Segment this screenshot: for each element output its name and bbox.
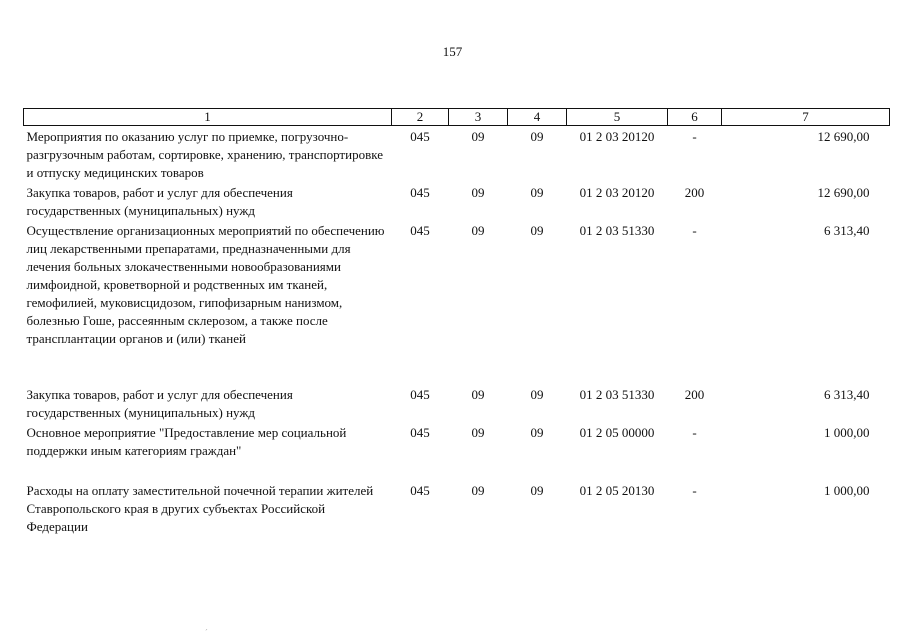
table-row: [24, 422, 890, 480]
row-description: Закупка товаров, работ и услуг для обеспечения государственных (муниципальных) нужд: [26, 387, 293, 420]
table-row: [24, 220, 890, 384]
row-code-section: 09: [471, 223, 485, 238]
row-description: Закупка товаров, работ и услуг для обеспечения государственных (муниципальных) нужд: [26, 185, 293, 218]
row-code-expense-type: -: [692, 483, 697, 498]
row-code-section: 09: [471, 425, 485, 440]
row-amount: 12 690,00: [817, 129, 870, 144]
row-description: Расходы на оплату заместительной почечной терапии жителей Ставропольского края в других субъектах Российской Федерации: [26, 483, 374, 534]
row-amount: 12 690,00: [817, 185, 870, 200]
row-code-expense-type: 200: [684, 185, 705, 200]
row-code-section: 09: [471, 129, 485, 144]
row-code-subsection: 09: [530, 129, 544, 144]
page-number: 157: [442, 44, 463, 59]
row-code-target: 01 2 05 20130: [579, 483, 655, 498]
row-amount: 6 313,40: [824, 387, 870, 402]
row-code-target: 01 2 03 51330: [579, 387, 655, 402]
row-code-expense-type: -: [692, 223, 697, 238]
row-code-subsection: 09: [530, 223, 544, 238]
row-code-section: 09: [471, 483, 485, 498]
row-code-subsection: 09: [530, 483, 544, 498]
row-code-target: 01 2 03 20120: [579, 129, 655, 144]
row-amount: 6 313,40: [824, 223, 870, 238]
header-col-1: 1: [24, 109, 392, 126]
row-code-section: 09: [471, 387, 485, 402]
header-col-3: 3: [449, 109, 508, 126]
row-code-target: 01 2 03 20120: [579, 185, 655, 200]
row-code-subsection: 09: [530, 387, 544, 402]
header-col-4: 4: [508, 109, 567, 126]
row-description: Основное мероприятие "Предоставление мер социальной поддержки иным категориям граждан": [26, 425, 347, 458]
table-row: [24, 384, 890, 422]
row-description: Осуществление организационных мероприятий по обеспечению лиц лекарственными препаратами, предназначенными для лечения больных злокачественными новообразованиями лимфоидной, кроветворной и родственных им тканей, гемофилией, муковисцидозом, гипофизарным нанизмом, болезнью Гоше, рассеянным склерозом, а также после трансплантации органов и (или) тканей: [26, 223, 385, 346]
row-code-expense-type: -: [692, 129, 697, 144]
row-description: Мероприятия по оказанию услуг по приемке, погрузочно-разгрузочным работам, сортировке, хранению, транспортировке и отпуску медицинских товаров: [26, 129, 383, 180]
row-code-ministry: 045: [410, 483, 430, 498]
row-code-section: 09: [471, 185, 485, 200]
row-code-ministry: 045: [410, 387, 430, 402]
table-row: [24, 480, 890, 536]
row-amount: 1 000,00: [824, 425, 870, 440]
header-row: [24, 109, 890, 126]
table-row: [24, 126, 890, 183]
header-col-5: 5: [567, 109, 668, 126]
row-code-ministry: 045: [410, 223, 430, 238]
row-code-target: 01 2 03 51330: [579, 223, 655, 238]
row-code-target: 01 2 05 00000: [579, 425, 655, 440]
header-col-6: 6: [668, 109, 722, 126]
scan-artifact-mark: ´: [205, 628, 208, 637]
row-code-ministry: 045: [410, 185, 430, 200]
row-code-subsection: 09: [530, 425, 544, 440]
row-code-subsection: 09: [530, 185, 544, 200]
budget-table-container: [23, 108, 889, 536]
header-col-7: 7: [722, 109, 890, 126]
row-code-expense-type: 200: [684, 387, 705, 402]
table-row: [24, 182, 890, 220]
header-col-2: 2: [392, 109, 449, 126]
row-code-expense-type: -: [692, 425, 697, 440]
row-code-ministry: 045: [410, 425, 430, 440]
row-code-ministry: 045: [410, 129, 430, 144]
budget-table: [23, 108, 890, 536]
row-amount: 1 000,00: [824, 483, 870, 498]
